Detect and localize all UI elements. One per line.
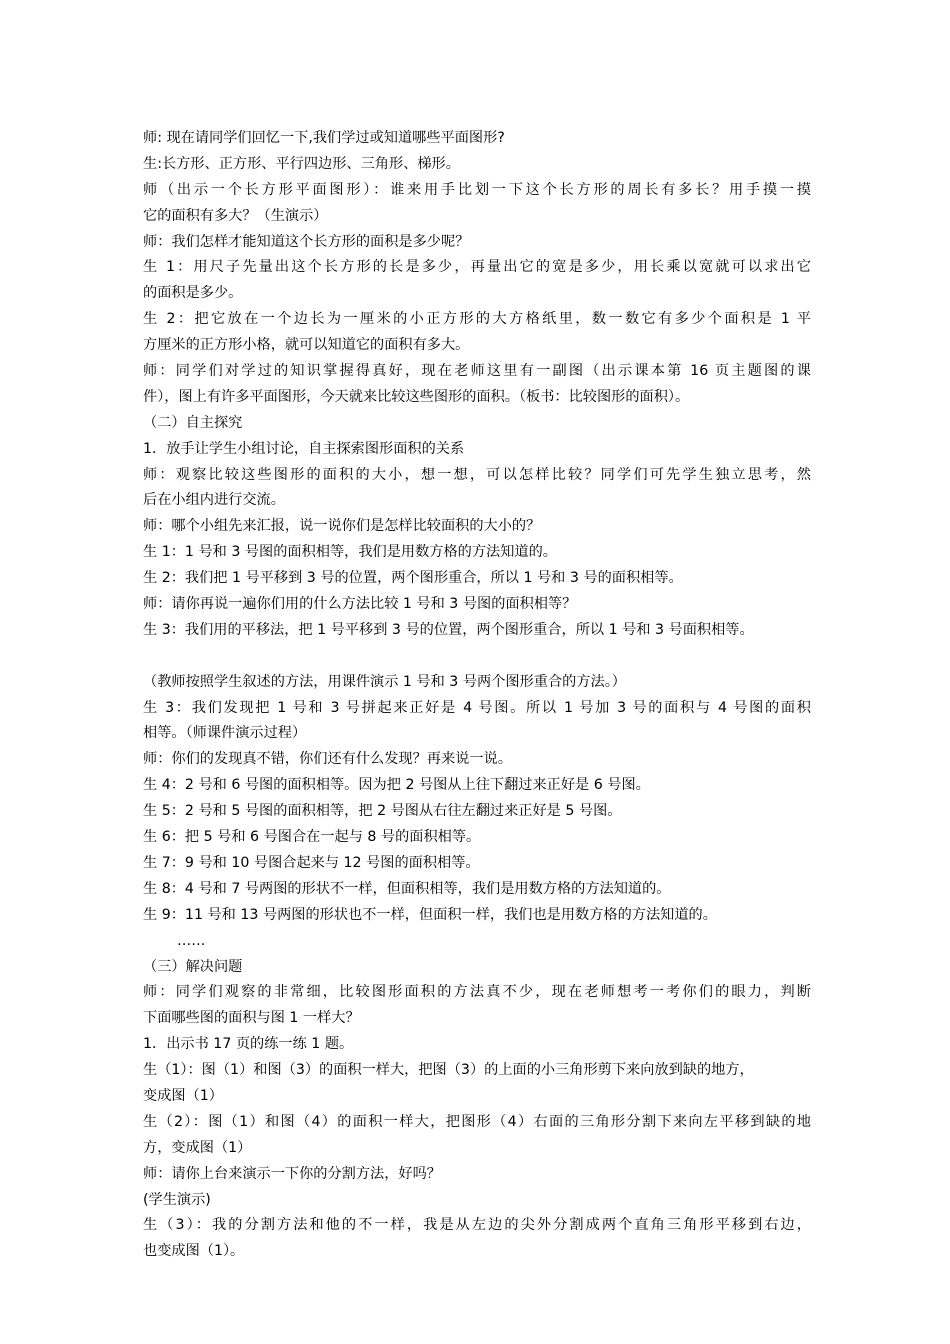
text-line: 师：请你上台来演示一下你的分割方法，好吗？: [143, 1165, 441, 1182]
text-line: 生 2：我们把 1 号平移到 3 号的位置，两个图形重合，所以 1 号和 3 号的面积相等。: [143, 570, 683, 587]
text-line: 生 6：把 5 号和 6 号图合在一起与 8 号的面积相等。: [143, 829, 481, 846]
text-line: 师：哪个小组先来汇报，说一说你们是怎样比较面积的大小的？: [143, 518, 541, 535]
text-line: 生 1：1 号和 3 号图的面积相等，我们是用数方格的方法知道的。: [143, 544, 557, 561]
text-line: 生 3：我们发现把 1 号和 3 号拼起来正好是 4 号图。所以 1 号加 3 号的面积与 4 号图的面积: [143, 699, 811, 716]
text-line: 生（2）：图（1）和图（4）的面积一样大，把图形（4）右面的三角形分割下来向左平移到缺的地: [143, 1113, 811, 1130]
text-line: 也变成图（1）。: [143, 1243, 245, 1260]
text-line: 下面哪些图的面积与图 1 一样大？: [143, 1010, 360, 1027]
text-line: ……: [177, 932, 206, 949]
text-line: 师：观察比较这些图形的面积的大小，想一想，可以怎样比较？同学们可先学生独立思考，然: [143, 466, 811, 483]
text-line: 师：同学们观察的非常细，比较图形面积的方法真不少，现在老师想考一考你们的眼力，判断: [143, 984, 811, 1001]
text-line: 生 5：2 号和 5 号图的面积相等，把 2 号图从右往左翻过来正好是 5 号图。: [143, 803, 622, 820]
document-body: [143, 126, 811, 1265]
text-line: （二）自主探究: [143, 414, 243, 431]
text-line: 师（出示一个长方形平面图形）：谁来用手比划一下这个长方形的周长有多长？用手摸一摸: [143, 181, 811, 198]
text-line: 师: 现在请同学们回忆一下,我们学过或知道哪些平面图形?: [143, 130, 505, 146]
text-line: (学生演示): [143, 1191, 211, 1208]
text-line: 1．放手让学生小组讨论，自主探索图形面积的关系: [143, 440, 465, 457]
text-line: 生（3）：我的分割方法和他的不一样，我是从左边的尖外分割成两个直角三角形平移到右边，: [143, 1217, 811, 1234]
text-line: 相等。（师课件演示过程）: [143, 725, 307, 742]
text-line: 方厘米的正方形小格，就可以知道它的面积有多大。: [143, 337, 470, 354]
text-line: 的面积是多少。: [143, 285, 243, 302]
text-line: 变成图（1）: [143, 1087, 223, 1104]
text-line: 生 8：4 号和 7 号两图的形状不一样，但面积相等，我们是用数方格的方法知道的。: [143, 880, 671, 897]
text-line: 师：请你再说一遍你们用的什么方法比较 1 号和 3 号图的面积相等？: [143, 596, 577, 613]
text-line: 方，变成图（1）: [143, 1139, 252, 1156]
text-line: 生 1：用尺子先量出这个长方形的长是多少，再量出它的宽是多少，用长乘以宽就可以求出它: [143, 259, 811, 276]
text-line: 生 7：9 号和 10 号图合起来与 12 号图的面积相等。: [143, 854, 480, 871]
text-line: 生 2：把它放在一个边长为一厘米的小正方形的大方格纸里，数一数它有多少个面积是 1 平: [143, 311, 811, 328]
text-line: 师：同学们对学过的知识掌握得真好，现在老师这里有一副图（出示课本第 16 页主题图的课: [143, 363, 811, 380]
text-line: （教师按照学生叙述的方法，用课件演示 1 号和 3 号两个图形重合的方法。）: [143, 673, 626, 690]
text-line: 后在小组内进行交流。: [143, 492, 285, 509]
text-line: 生（1）：图（1）和图（3）的面积一样大，把图（3）的上面的小三角形剪下来向放到缺的地方，: [143, 1062, 754, 1079]
text-line: 生 3：我们用的平移法，把 1 号平移到 3 号的位置，两个图形重合，所以 1 号和 3 号面积相等。: [143, 621, 754, 638]
text-line: （三）解决问题: [143, 958, 243, 975]
text-line: 师：我们怎样才能知道这个长方形的面积是多少呢？: [143, 233, 470, 250]
text-line: 生:长方形、正方形、平行四边形、三角形、梯形。: [143, 155, 460, 172]
text-line: 1．出示书 17 页的练一练 1 题。: [143, 1036, 354, 1053]
text-line: 件），图上有许多平面图形，今天就来比较这些图形的面积。（板书：比较图形的面积）。: [143, 388, 690, 405]
text-line: 生 9：11 号和 13 号两图的形状也不一样，但面积一样，我们也是用数方格的方法知道的。: [143, 906, 717, 923]
text-line: 生 4：2 号和 6 号图的面积相等。因为把 2 号图从上往下翻过来正好是 6 号图。: [143, 777, 650, 794]
text-line: 师：你们的发现真不错，你们还有什么发现？再来说一说。: [143, 751, 512, 768]
text-line: 它的面积有多大？（生演示）: [143, 207, 328, 224]
blank-line: [143, 644, 811, 670]
